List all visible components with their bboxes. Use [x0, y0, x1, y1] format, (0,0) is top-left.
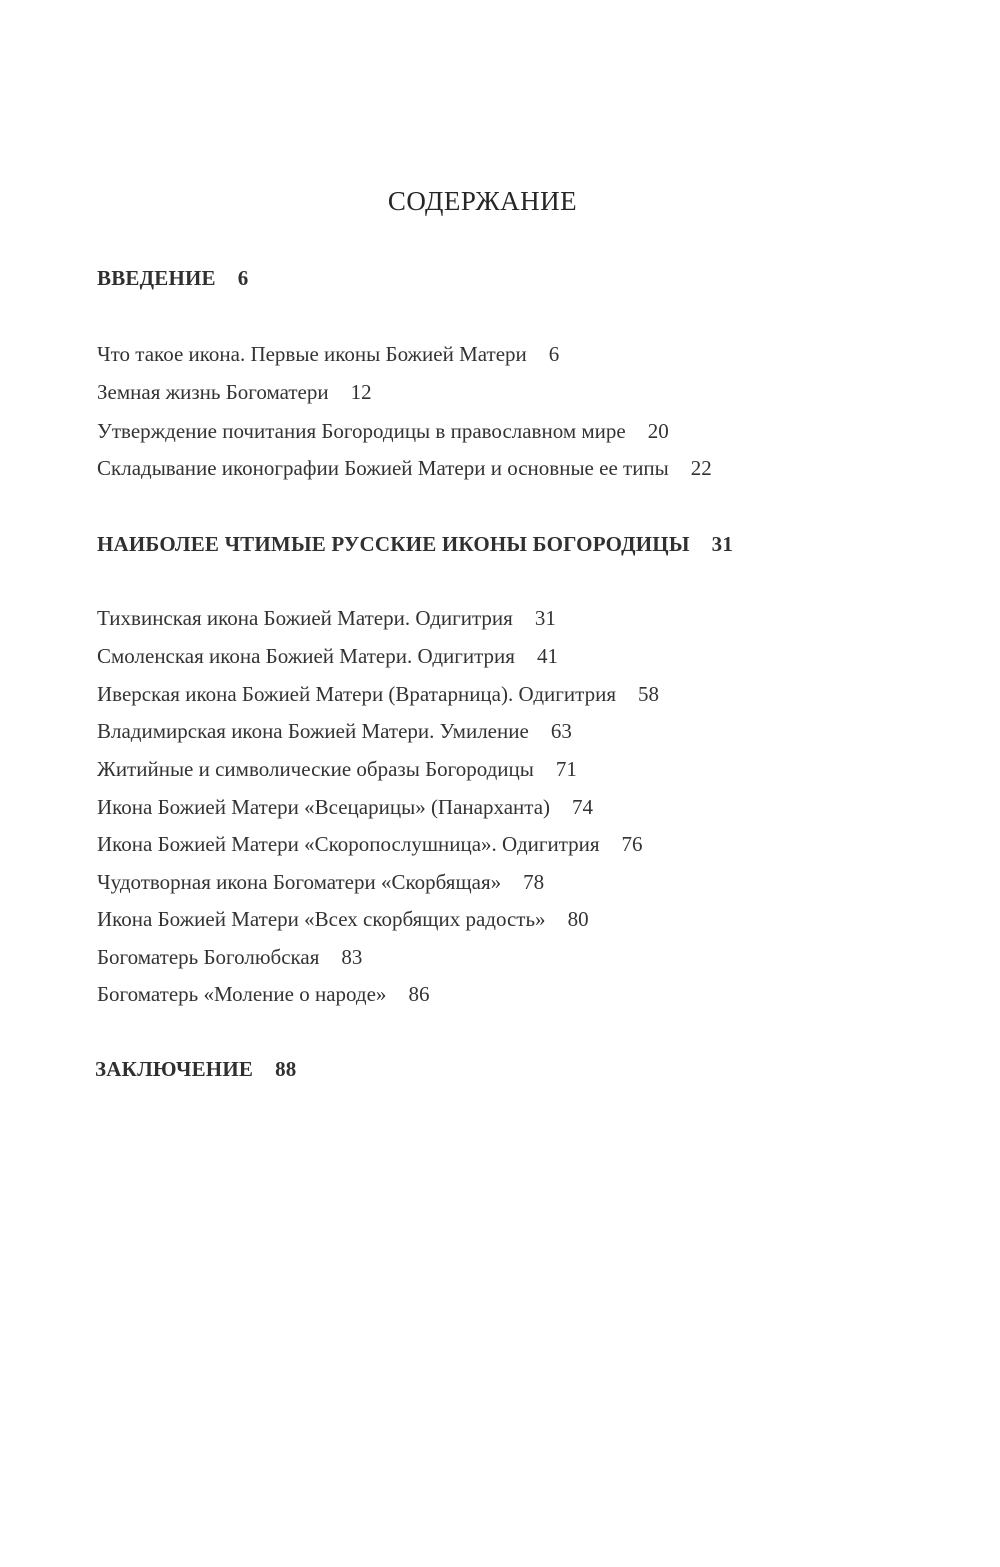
- toc-entry-page: 78: [523, 870, 545, 894]
- toc-entry-page: 12: [350, 380, 372, 404]
- toc-entry-title: Чудотворная икона Богоматери «Скорбящая»: [97, 870, 502, 894]
- toc-entry-page: 80: [567, 907, 589, 931]
- toc-entry-title: Житийные и символические образы Богородицы: [97, 757, 534, 781]
- toc-entry[interactable]: [97, 757, 577, 782]
- page-title: СОДЕРЖАНИЕ: [387, 186, 578, 216]
- toc-entry[interactable]: [97, 982, 429, 1007]
- toc-entry[interactable]: [97, 606, 556, 631]
- toc-entry-title: Икона Божией Матери «Всецарицы» (Панарханта): [97, 795, 551, 819]
- toc-entry-page: 41: [536, 644, 558, 668]
- toc-entry-page: 58: [637, 682, 659, 706]
- section-heading-label: НАИБОЛЕЕ ЧТИМЫЕ РУССКИЕ ИКОНЫ БОГОРОДИЦЫ: [97, 532, 690, 556]
- toc-entry-title: Икона Божией Матери «Всех скорбящих радость»: [97, 907, 546, 931]
- toc-entry-page: 63: [550, 719, 572, 743]
- toc-entry-title: Что такое икона. Первые иконы Божией Матери: [97, 342, 527, 366]
- section-page-number: 88: [275, 1057, 297, 1081]
- toc-entry-title: Тихвинская икона Божией Матери. Одигитрия: [97, 606, 513, 630]
- toc-entry-page: 83: [341, 945, 363, 969]
- toc-entry-title: Утверждение почитания Богородицы в православном мире: [97, 419, 626, 443]
- toc-entry-title: Иверская икона Божией Матери (Вратарница). Одигитрия: [97, 682, 616, 706]
- toc-entry-title: Владимирская икона Божией Матери. Умиление: [97, 719, 529, 743]
- toc-entry[interactable]: [97, 342, 559, 367]
- section-page-number: 6: [237, 266, 249, 290]
- toc-entry-page: 20: [647, 419, 669, 443]
- toc-entry[interactable]: [97, 380, 372, 405]
- toc-entry-title: Смоленская икона Божией Матери. Одигитрия: [97, 644, 515, 668]
- toc-entry[interactable]: [97, 456, 712, 481]
- toc-entry[interactable]: [97, 945, 362, 970]
- section-heading-label: ЗАКЛЮЧЕНИЕ: [95, 1057, 254, 1081]
- toc-entry-page: 31: [534, 606, 556, 630]
- toc-entry-page: 76: [621, 832, 643, 856]
- section-heading-introduction[interactable]: [97, 266, 248, 291]
- toc-entry-title: Богоматерь «Моление о народе»: [97, 982, 387, 1006]
- toc-entry[interactable]: [97, 719, 572, 744]
- toc-entry[interactable]: [97, 870, 544, 895]
- section-heading-label: ВВЕДЕНИЕ: [97, 266, 216, 290]
- toc-entry-page: 6: [548, 342, 560, 366]
- toc-entry-page: 74: [572, 795, 594, 819]
- toc-entry[interactable]: [97, 832, 643, 857]
- section-heading-revered-icons[interactable]: [97, 532, 733, 557]
- toc-entry-title: Икона Божией Матери «Скоропослушница». Одигитрия: [97, 832, 600, 856]
- toc-entry-page: 86: [408, 982, 430, 1006]
- toc-entry[interactable]: [97, 682, 659, 707]
- toc-entry-title: Складывание иконографии Божией Матери и основные ее типы: [97, 456, 669, 480]
- toc-entry[interactable]: [97, 907, 589, 932]
- toc-entry-page: 71: [555, 757, 577, 781]
- toc-entry[interactable]: [97, 644, 558, 669]
- toc-entry-title: Богоматерь Боголюбская: [97, 945, 320, 969]
- section-heading-conclusion[interactable]: [95, 1057, 296, 1082]
- toc-entry-title: Земная жизнь Богоматери: [97, 380, 329, 404]
- toc-entry[interactable]: [97, 795, 593, 820]
- toc-entry[interactable]: [97, 419, 669, 444]
- section-page-number: 31: [711, 532, 734, 556]
- toc-entry-page: 22: [690, 456, 712, 480]
